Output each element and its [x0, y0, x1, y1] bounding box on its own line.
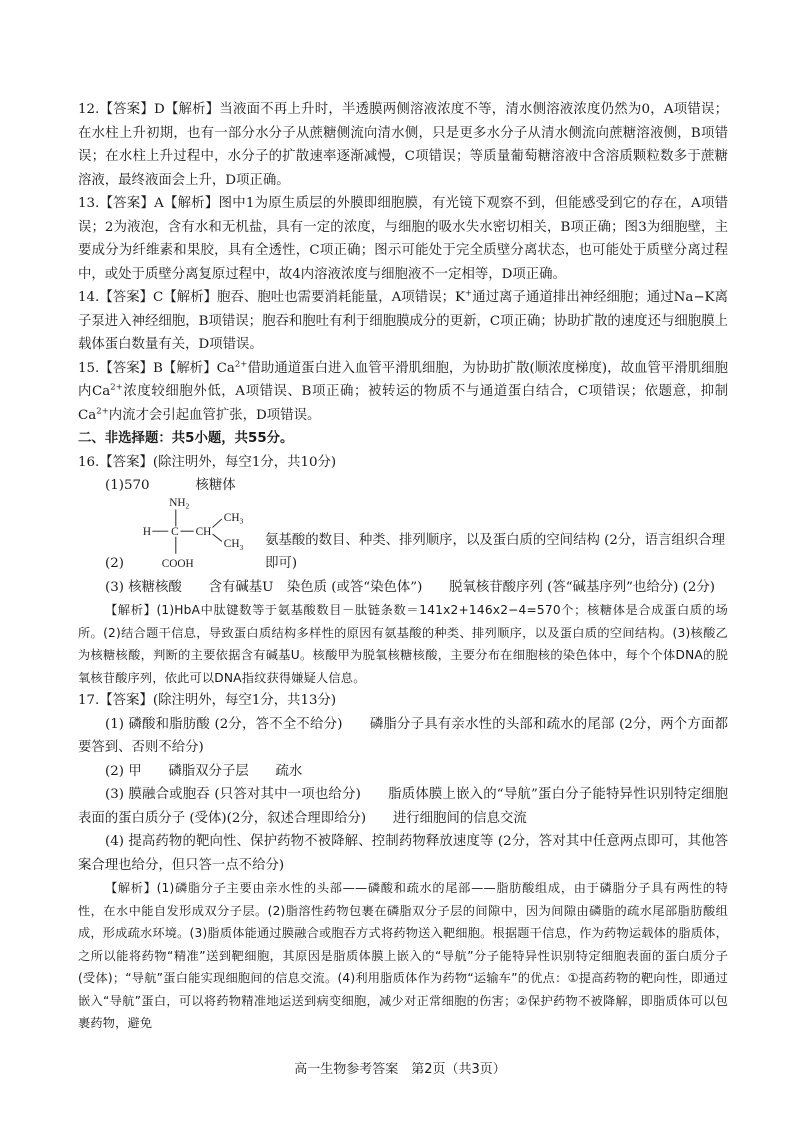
bond-methyl-1 — [212, 518, 221, 526]
q17-answer-1: (1) 磷酸和脂肪酸 (2分，答不全不给分) 磷脂分子具有亲水性的头部和疏水的尾部 (2分，两个方面都要答到、否则不给分) — [78, 716, 728, 755]
q17-answer-2: (2) 甲 磷脂双分子层 疏水 — [105, 763, 303, 779]
q17-explanation: 【解析】(1)磷脂分子主要由亲水性的头部——磷酸和疏水的尾部——脂肪酸组成，由于磷脂分子具有两性的特性，在水中能自发形成双分子层。(2)脂溶性药物包裹在磷脂双分子层的间隙中，因为间隙由磷脂的疏水尾部脂肪酸组成，形成疏水环境。(3)脂质体能通过膜融合或胞吞方式将药物送入靶细胞。根据题干信息，作为药物运载体的脂质体，之所以能将药物“精准”送到靶细胞，其原因是脂质体膜上嵌入的“导航”分子能特异性识别特定细胞表面的蛋白质分子(受体)；“导航”蛋白能实现细胞间的信息交流。(4)利用脂质体作为药物“运输车”的优点：①提高药物的靶向性，即通过嵌入“导航”蛋白，可以将药物精准地运送到病变细胞，减少对正常细胞的伤害；②保护药物不被降解，即脂质体可以包裹药物，避免 — [78, 881, 728, 1030]
answer-q14-part2: 通过离子通道排出神经细胞；通过Na−K离子泵进入神经细胞，B项错误；胞吞和胞吐有利于细胞膜成分的更新，C项正确；协助扩散的速度还与细胞膜上载体蛋白数量有关，D项错误。 — [78, 290, 728, 352]
q16-answer-2-text: 氨基酸的数目、种类、排列顺序，以及蛋白质的空间结构 (2分，语言组织合理即可) — [265, 532, 725, 571]
q16-explanation: 【解析】(1)HbA中肽键数等于氨基酸数目－肽链条数＝141x2+146x2−4=570个；核糖体是合成蛋白质的场所。(2)结合题干信息，导致蛋白质结构多样性的原因有氨基酸的种类、排列顺序，以及蛋白质的空间结构。(3)核酸乙为核糖核酸，判断的主要依据含有碱基U。核酸甲为脱氧核糖核酸，主要分布在细胞核的染色体中，每个个体DNA的脱氧核苷酸序列，依此可以DNA指纹获得嫌疑人信息。 — [78, 603, 728, 685]
answer-q15-part1: 15.【答案】B【解析】Ca — [78, 360, 235, 376]
page-content — [78, 98, 728, 1035]
answer-q15 — [78, 357, 728, 428]
methyl-group-1: $CH_3$ — [223, 511, 244, 526]
potassium-charge: + — [465, 288, 473, 299]
answer-q14 — [78, 286, 728, 357]
amino-group-label: $NH_2$ — [168, 496, 190, 511]
q16-answer-1b: 核糖体 — [195, 478, 236, 493]
bond-methyl-2 — [212, 534, 221, 542]
section-heading: 二、非选择题：共5小题，共55分。 — [78, 431, 294, 446]
q17-heading: 17.【答案】(除注明外，每空1分，共13分) — [78, 693, 337, 708]
q16-heading: 16.【答案】(除注明外，每空1分，共10分) — [78, 454, 337, 470]
page-footer: 高一生物参考答案 第2页（共3页） — [294, 1062, 506, 1077]
answer-q12: 12.【答案】D【解析】当液面不再上升时，半透膜两侧溶液浓度不等，清水侧溶液浓度仍然为0，A项错误；在水柱上升初期，也有一部分水分子从蔗糖侧流向清水侧，只是更多水分子从清水侧流向蔗糖溶液侧，B项错误；在水柱上升过程中，水分子的扩散速率逐渐减慢，C项错误；等质量葡萄糖溶液中含溶质颗粒数多于蔗糖溶液，最终液面会上升，D项正确。 — [78, 102, 728, 188]
q17-answer-4: (4) 提高药物的靶向性、保护药物不被降解、控制药物释放速度等 (2分，答对其中任意两点即可，其他答案合理也给分，但只答一点不给分) — [78, 834, 728, 873]
answer-q15-part2: 借助通道蛋白进入血管平滑肌细胞，为协助扩散(顺浓度梯度)，故血管平滑肌细胞内Ca — [78, 360, 728, 399]
answer-q14-part1: 14.【答案】C【解析】胞吞、胞吐也需要消耗能量，A项错误；K — [78, 290, 466, 305]
calcium-charge-2: 2+ — [110, 382, 123, 393]
valine-structure-formula — [141, 492, 263, 576]
alpha-carbon-label: C — [170, 525, 179, 538]
carboxyl-group-label: COOH — [161, 557, 194, 570]
answer-q15-part4: 内流才会引起血管扩张，D项错误。 — [108, 407, 321, 423]
q17-answer-3: (3) 膜融合或胞吞 (只答对其中一项也给分) 脂质体膜上嵌入的“导航”蛋白分子能特异性识别特定细胞表面的蛋白质分子 (受体)(2分，叙述合理即给分) 进行细胞间的信息交流 — [78, 787, 728, 826]
q16-answer-3: (3) 核糖核酸 含有碱基U 染色质 (或答“染色体”) 脱氧核苷酸序列 (答“碱基序列”也给分) (2分) — [105, 579, 715, 595]
q16-answer-2-row — [105, 498, 728, 576]
methyl-group-2: $CH_3$ — [223, 537, 244, 552]
side-chain-ch-label: CH — [195, 525, 212, 538]
hydrogen-label: H — [142, 525, 151, 538]
answer-q15-part3: 浓度较细胞外低，A项错误、B项正确；被转运的物质不与通道蛋白结合，C项错误；依题意，抑制Ca — [78, 384, 728, 423]
answer-q13: 13.【答案】A【解析】图中1为原生质层的外膜即细胞膜，有光镜下观察不到，但能感受到它的存在，A项错误；2为液泡，含有水和无机盐，具有一定的浓度，与细胞的吸水失水密切相关，B项正确；图3为细胞壁，主要成分为纤维素和果胶，具有全透性，C项正确；图示可能处于完全质壁分离状态，也可能处于质壁分离过程中，或处于质壁分离复原过程中，故4内溶液浓度与细胞液不一定相等，D项正确。 — [78, 196, 728, 282]
q16-answer-2-label: (2) — [105, 556, 124, 571]
calcium-charge-3: 2+ — [96, 406, 109, 417]
calcium-charge-1: 2+ — [234, 359, 248, 370]
q16-answer-1a: (1)570 — [105, 478, 150, 493]
